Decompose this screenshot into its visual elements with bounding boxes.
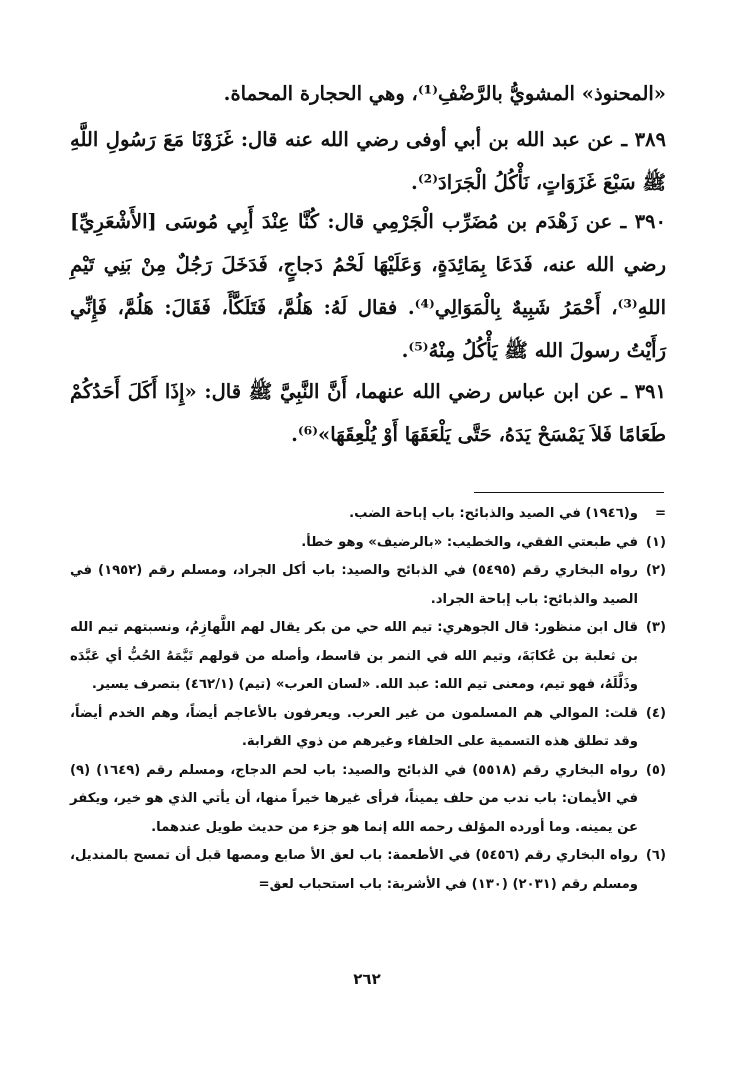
footnote bbox=[70, 500, 666, 529]
hadith-text: عن عبد الله بن أبي أوفى رضي الله عنه قال: غَزَوْنَا مَعَ رَسُولِ اللَّهِ ﷺ سَبْعَ غَزَوَاتٍ، نَأْكُلُ الْجَرَادَ⁽²⁾. bbox=[70, 128, 666, 194]
hadith-390 bbox=[70, 200, 666, 372]
footnote-marker: (٤) bbox=[645, 705, 666, 721]
hadith-text: عن ابن عباس رضي الله عنهما، أَنَّ النَّبِيَّ ﷺ قال: «إِذَا أَكَلَ أَحَدُكُمْ طَعَامًا فَلاَ يَمْسَحْ يَدَهُ، حَتَّى يَلْعَقَهَا أَوْ يُلْعِقَهَا»⁽⁶⁾. bbox=[70, 380, 666, 446]
footnote bbox=[70, 757, 666, 843]
footnote-text: و(١٩٤٦) في الصيد والذبائح: باب إباحة الضب. bbox=[349, 506, 638, 521]
hadith-number: ٣٩٠ ـ bbox=[620, 210, 666, 233]
footnote-text: في طبعتي الفقي، والخطيب: «بالرضيف» وهو خطأ. bbox=[301, 534, 638, 550]
footnote-separator bbox=[474, 492, 664, 493]
hadith-number: ٣٨٩ ـ bbox=[621, 128, 666, 151]
hadith-number: ٣٩١ ـ bbox=[621, 380, 666, 403]
footnote bbox=[70, 700, 666, 757]
footnote-text: رواه البخاري رقم (٥٥١٨) في الذبائح والصيد: باب لحم الدجاج، ومسلم رقم (١٦٤٩) (٩) في الأيمان: باب ندب من حلف يميناً، فرأى غيرها خيراً منها، أن يأتي الذي هو خير، ويكفر عن يمينه. وما أورده المؤلف رحمه الله إنما هو جزء من حديث طويل عندهما. bbox=[70, 762, 638, 835]
hadith-391 bbox=[70, 370, 666, 456]
hadith-text: عن زَهْدَم بن مُضَرِّب الْجَرْمِي قال: كُنَّا عِنْدَ أَبِي مُوسَى [الأَشْعَرِيِّ] رضي الله عنه، فَدَعَا بِمَائِدَةٍ، وَعَلَيْهَا لَحْمُ دَجاجٍ، فَدَخَلَ رَجُلٌ مِنْ بَنِي تَيْمِ اللهِ⁽³⁾، أَحْمَرُ شَبِيهٌ بِالْمَوَالِي⁽⁴⁾. فقال لَهُ: هَلُمَّ، فَتَلَكَّأَ، فَقَالَ: هَلُمَّ، فَإِنِّي رَأَيْتُ رسولَ الله ﷺ يَأْكُلُ مِنْهُ⁽⁵⁾. bbox=[70, 210, 666, 362]
footnote bbox=[70, 614, 666, 700]
footnotes bbox=[70, 500, 666, 899]
footnote-text: رواه البخاري رقم (٥٤٥٦) في الأطعمة: باب لعق الأ صابع ومصها قبل أن تمسح بالمنديل، ومسلم رقم (٢٠٣١) (١٣٠) في الأشربة: باب استحباب لعق= bbox=[70, 848, 639, 892]
hadith-389 bbox=[70, 118, 666, 204]
page-number: ٢٦٢ bbox=[353, 970, 381, 988]
footnote-text: قلت: الموالي هم المسلمون من غير العرب. ويعرفون بالأعاجم أيضاً، وهم الخدم أيضاً، وقد تطلق هذه التسمية على الحلفاء وغيرهم من ذوي القرابة. bbox=[70, 705, 638, 749]
footnote-text: رواه البخاري رقم (٥٤٩٥) في الذبائح والصيد: باب أكل الجراد، ومسلم رقم (١٩٥٢) في الصيد والذبائح: باب إباحة الجراد. bbox=[70, 563, 639, 607]
footnote-marker: (٦) bbox=[645, 848, 667, 863]
footnote-marker: (٥) bbox=[645, 762, 666, 778]
footnote bbox=[70, 842, 666, 899]
footnote-text: قال ابن منظور: قال الجوهري: تيم الله حي من بكر يقال لهم اللَّهازِمُ، ونسبتهم تيم الله بن ثعلبة بن عُكابَةَ، وتيم الله في النمر بن قاسط، وأصله من قولهم تَيَّمَهُ الحُبُّ أي عَبَّدَه وذَلَّلَهُ، فهو تيم، ومعنى تيم الله: عبد الله. «لسان العرب» (تيم) (٤٦٢/١) بتصرف يسير. bbox=[70, 620, 638, 692]
footnote-marker: = bbox=[654, 506, 666, 521]
footnote bbox=[70, 529, 666, 558]
footnote bbox=[70, 557, 666, 614]
footnote-marker: (٢) bbox=[645, 563, 667, 578]
footnote-marker: (٣) bbox=[645, 620, 666, 635]
lead-text: «المحنوذ» المشويُّ بالرَّضْفِ⁽¹⁾، وهي الحجارة المحماة. bbox=[223, 82, 666, 105]
footnote-marker: (١) bbox=[645, 534, 666, 550]
